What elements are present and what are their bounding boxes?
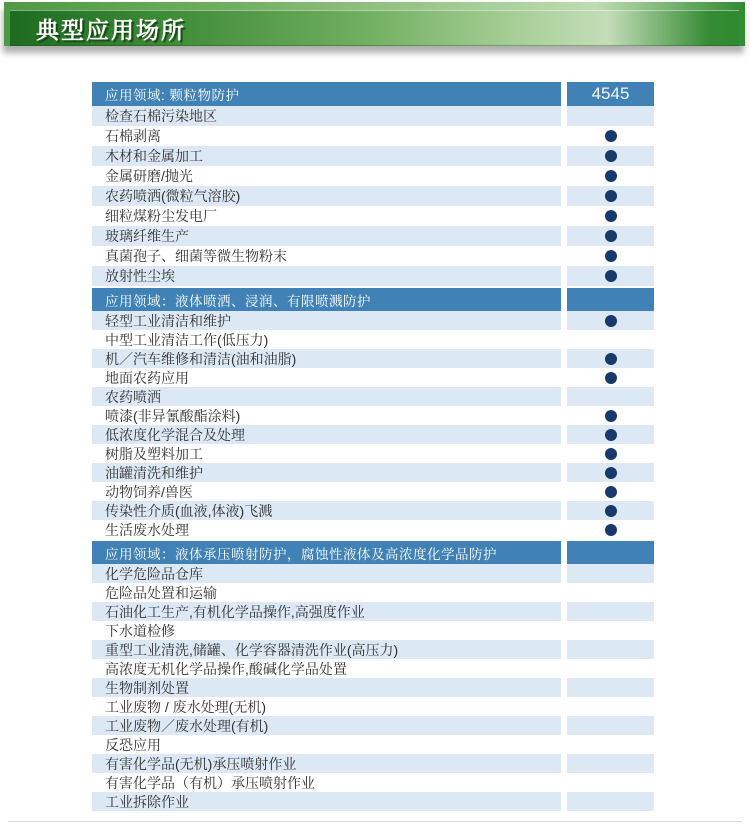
table-row <box>92 482 654 501</box>
applicability-cell <box>567 520 654 539</box>
applicability-cell <box>567 349 654 368</box>
row-label: 轻型工业清洁和维护 <box>92 311 561 330</box>
applicability-cell <box>567 501 654 520</box>
applicability-cell <box>567 425 654 444</box>
page-bottom-edge <box>8 821 742 822</box>
table-row <box>92 463 654 482</box>
section-header-label: 应用领域：液体承压喷射防护，腐蚀性液体及高浓度化学品防护 <box>92 541 561 564</box>
row-label: 石油化工生产,有机化学品操作,高强度作业 <box>92 602 561 621</box>
applicability-dot-icon <box>605 448 617 460</box>
applicability-cell <box>567 621 654 640</box>
table-row <box>92 659 654 678</box>
row-label: 地面农药应用 <box>105 369 189 386</box>
applicability-dot-icon <box>605 372 617 384</box>
product-column-header: 4545 <box>567 82 654 106</box>
table-row <box>92 564 654 583</box>
table-row <box>92 246 654 266</box>
row-label: 真菌孢子、细菌等微生物粉末 <box>105 248 287 264</box>
row-label: 工业废物／废水处理(有机) <box>92 716 561 735</box>
row-label: 农药喷洒 <box>92 387 561 406</box>
applicability-dot-icon <box>605 210 617 222</box>
applicability-cell <box>567 330 654 349</box>
page-title: 典型应用场所 <box>36 16 186 43</box>
section-header-product-cell <box>567 288 654 311</box>
row-label: 生物制剂处置 <box>92 678 561 697</box>
table-row <box>92 773 654 792</box>
applicability-cell <box>567 564 654 583</box>
row-label: 木材和金属加工 <box>92 146 561 166</box>
row-label: 石棉剥离 <box>105 128 161 144</box>
table-row <box>92 186 654 206</box>
applicability-dot-icon <box>605 486 617 498</box>
row-label: 放射性尘埃 <box>92 266 561 286</box>
row-label: 细粒煤粉尘发电厂 <box>105 208 217 224</box>
table-row <box>92 792 654 811</box>
table-row <box>92 501 654 520</box>
table-row <box>92 126 654 146</box>
applicability-dot-icon <box>605 353 617 365</box>
section-header-product-cell <box>567 541 654 564</box>
row-label: 农药喷洒(微粒气溶胶) <box>92 186 561 206</box>
applicability-dot-icon <box>605 150 617 162</box>
applicability-dot-icon <box>605 467 617 479</box>
row-label: 生活废水处理 <box>105 521 189 538</box>
applicability-cell <box>567 166 654 186</box>
table-section <box>92 288 654 539</box>
applicability-dot-icon <box>605 230 617 242</box>
applicability-cell <box>567 206 654 226</box>
row-label: 重型工业清洗,储罐、化学容器清洗作业(高压力) <box>92 640 561 659</box>
applicability-dot-icon <box>605 505 617 517</box>
applicability-cell <box>567 106 654 126</box>
applicability-cell <box>567 463 654 482</box>
row-label: 有害化学品(无机)承压喷射作业 <box>92 754 561 773</box>
applicability-dot-icon <box>605 170 617 182</box>
applicability-dot-icon <box>605 524 617 536</box>
row-label: 动物饲养/兽医 <box>105 483 193 500</box>
table-row <box>92 146 654 166</box>
applicability-dot-icon <box>605 429 617 441</box>
table-row <box>92 735 654 754</box>
table-row <box>92 406 654 425</box>
row-label: 工业废物 / 废水处理(无机) <box>105 698 266 715</box>
table-row <box>92 368 654 387</box>
applicability-cell <box>567 602 654 621</box>
table-row <box>92 387 654 406</box>
table-row <box>92 311 654 330</box>
applicability-cell <box>567 659 654 678</box>
table-row <box>92 621 654 640</box>
applicability-dot-icon <box>605 250 617 262</box>
applicability-cell <box>567 640 654 659</box>
table-row <box>92 583 654 602</box>
row-label: 喷漆(非异氰酸酯涂料) <box>105 407 241 424</box>
applicability-cell <box>567 266 654 286</box>
row-label: 高浓度无机化学品操作,酸碱化学品处置 <box>105 660 347 677</box>
applicability-cell <box>567 735 654 754</box>
row-label: 玻璃纤维生产 <box>92 226 561 246</box>
section-header-label: 应用领域: 颗粒物防护 <box>92 82 561 106</box>
row-label: 低浓度化学混合及处理 <box>92 425 561 444</box>
table-row <box>92 266 654 286</box>
table-row <box>92 602 654 621</box>
applicability-cell <box>567 697 654 716</box>
table-row <box>92 166 654 186</box>
row-label: 油罐清洗和维护 <box>92 463 561 482</box>
applicability-cell <box>567 716 654 735</box>
table-row <box>92 716 654 735</box>
row-label: 化学危险品仓库 <box>92 564 561 583</box>
table-row <box>92 520 654 539</box>
applicability-cell <box>567 792 654 811</box>
table-row <box>92 206 654 226</box>
applicability-cell <box>567 583 654 602</box>
applicability-cell <box>567 678 654 697</box>
applicability-cell <box>567 387 654 406</box>
applications-table <box>92 82 654 811</box>
section-header <box>92 82 654 106</box>
row-label: 中型工业清洁工作(低压力) <box>105 331 269 348</box>
applicability-cell <box>567 226 654 246</box>
table-row <box>92 697 654 716</box>
table-row <box>92 425 654 444</box>
section-header <box>92 288 654 311</box>
table-row <box>92 678 654 697</box>
applicability-cell <box>567 444 654 463</box>
section-banner <box>4 2 745 46</box>
applicability-cell <box>567 246 654 266</box>
row-label: 工业拆除作业 <box>92 792 561 811</box>
row-label: 传染性介质(血液,体液)飞溅 <box>92 501 561 520</box>
row-label: 反恐应用 <box>105 736 161 753</box>
row-label: 危险品处置和运输 <box>105 584 217 601</box>
row-label: 有害化学品（有机）承压喷射作业 <box>105 774 315 791</box>
banner-inner <box>10 10 739 46</box>
row-label: 下水道检修 <box>105 622 175 639</box>
row-label: 树脂及塑料加工 <box>105 445 203 462</box>
table-row <box>92 330 654 349</box>
section-header <box>92 541 654 564</box>
applicability-dot-icon <box>605 190 617 202</box>
table-section <box>92 82 654 286</box>
row-label: 金属研磨/抛光 <box>105 168 193 184</box>
table-section <box>92 541 654 811</box>
applicability-dot-icon <box>605 270 617 282</box>
applicability-cell <box>567 186 654 206</box>
table-row <box>92 754 654 773</box>
table-row <box>92 349 654 368</box>
applicability-cell <box>567 406 654 425</box>
applicability-cell <box>567 146 654 166</box>
applicability-dot-icon <box>605 130 617 142</box>
applicability-cell <box>567 754 654 773</box>
applicability-cell <box>567 126 654 146</box>
table-row <box>92 444 654 463</box>
row-label: 检查石棉污染地区 <box>92 106 561 126</box>
applicability-dot-icon <box>605 410 617 422</box>
table-row <box>92 106 654 126</box>
applicability-cell <box>567 773 654 792</box>
row-label: 机／汽车维修和清洁(油和油脂) <box>92 349 561 368</box>
table-row <box>92 226 654 246</box>
applicability-cell <box>567 311 654 330</box>
applicability-dot-icon <box>605 315 617 327</box>
table-row <box>92 640 654 659</box>
section-header-label: 应用领域：液体喷洒、浸润、有限喷溅防护 <box>92 288 561 311</box>
applicability-cell <box>567 482 654 501</box>
applicability-cell <box>567 368 654 387</box>
